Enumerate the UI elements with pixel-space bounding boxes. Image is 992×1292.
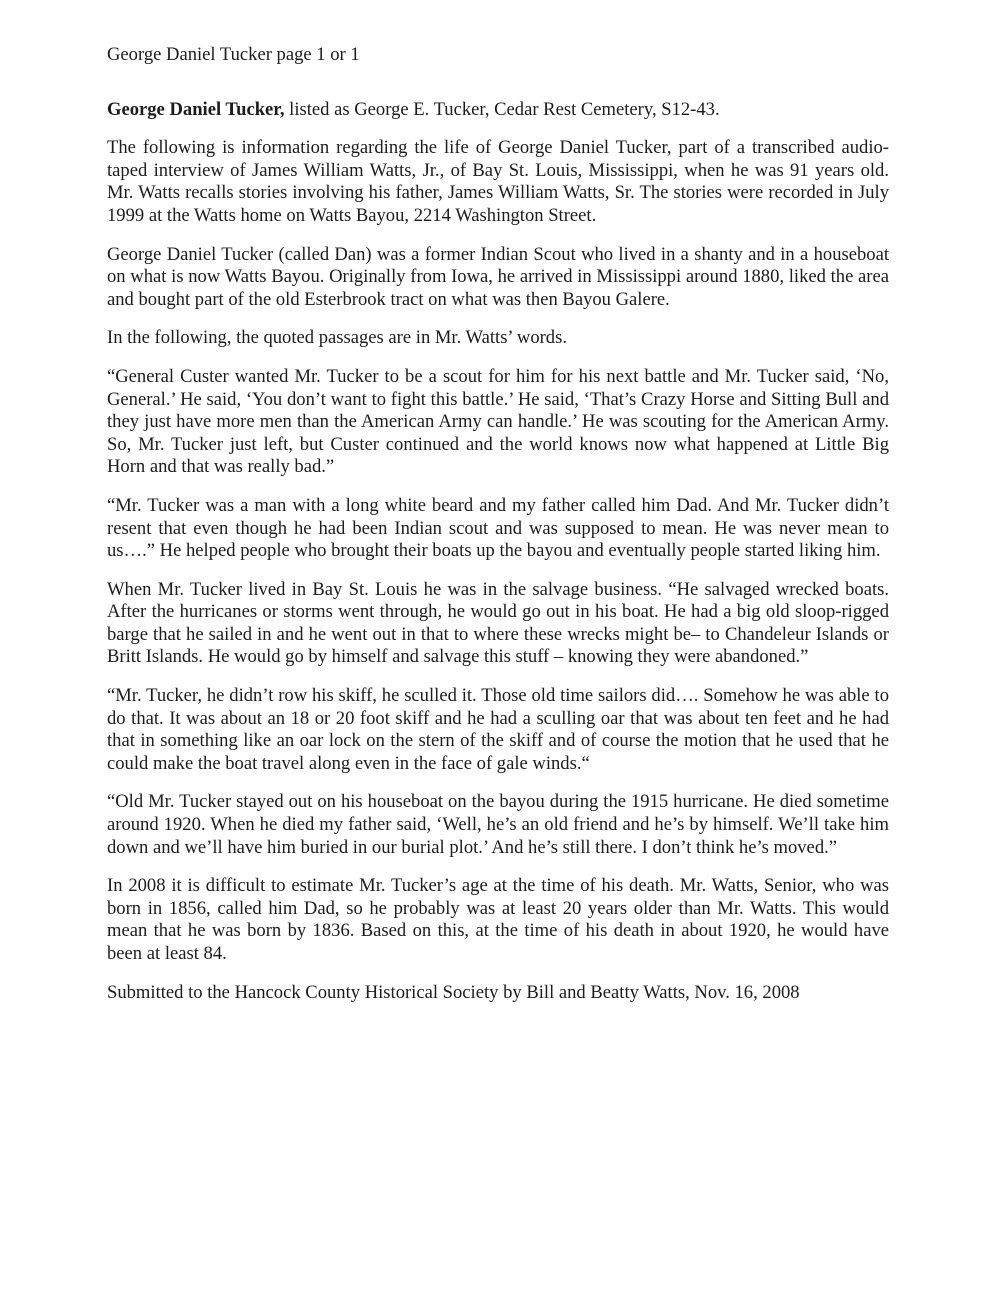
intro-paragraph [107,99,889,122]
paragraph-skiff: “Mr. Tucker, he didn’t row his skiff, he sculled it. Those old time sailors did…. Somehow he was able to do that. It was about an 18 or 20 foot skiff and he had a sculling oar that was about ten feet and he had that in something like an oar lock on the stern of the skiff and of course the motion that he used that he could make the boat travel along even in the face of gale winds.“ [107,685,889,774]
paragraph-white-beard: “Mr. Tucker was a man with a long white beard and my father called him Dad. And Mr. Tucker didn’t resent that even though he had been Indian scout and was supposed to mean. He was never mean to us….” He helped people who brought their boats up the bayou and eventually people started liking him. [107,494,889,562]
paragraph-salvage-business: When Mr. Tucker lived in Bay St. Louis he was in the salvage business. “He salvaged wrecked boats. After the hurricanes or storms went through, he would go out in his boat. He had a big old sloop-rigged barge that he sailed in and he went out in that to where these wrecks might be– to Chandeleur Islands or Britt Islands. He would go by himself and salvage this stuff – knowing they were abandoned.” [107,578,889,668]
submission-credit: Submitted to the Hancock County Historical Society by Bill and Beatty Watts, Nov. 16, 2008 [107,981,800,1003]
paragraph-custer-story: “General Custer wanted Mr. Tucker to be a scout for him for his next battle and Mr. Tucker said, ‘No, General.’ He said, ‘You don’t want to fight this battle.’ He said, ‘That’s Crazy Horse and Sitting Bull and they just have more men than the American Army can handle.’ He was scouting for the American Army. So, Mr. Tucker just left, but Custer continued and the world knows now what happened at Little Big Horn and that was really bad.” [107,365,889,478]
subject-name: George Daniel Tucker, [107,98,285,120]
paragraph-quote-note: In the following, the quoted passages are in Mr. Watts’ words. [107,327,567,349]
paragraph-background: George Daniel Tucker (called Dan) was a former Indian Scout who lived in a shanty and in a houseboat on what is now Watts Bayou. Originally from Iowa, he arrived in Mississippi around 1880, liked the area and bought part of the old Esterbrook tract on what was then Bayou Galere. [107,243,889,310]
paragraph-interview-source: The following is information regarding the life of George Daniel Tucker, part of a transcribed audio-taped interview of James William Watts, Jr., of Bay St. Louis, Mississippi, when he was 91 years old. Mr. Watts recalls stories involving his father, James William Watts, Sr. The stories were recorded in July 1999 at the Watts home on Watts Bayou, 2214 Washington Street. [107,137,889,226]
document-page [107,44,889,1020]
paragraph-1915-hurricane: “Old Mr. Tucker stayed out on his houseboat on the bayou during the 1915 hurricane. He died sometime around 1920. When he died my father said, ‘Well, he’s an old friend and he’s by himself. We’ll take him down and we’ll have him buried in our burial plot.’ And he’s still there. I don’t think he’s moved.” [107,791,889,858]
paragraph-age-estimate: In 2008 it is difficult to estimate Mr. Tucker’s age at the time of his death. Mr. Watts, Senior, who was born in 1856, called him Dad, so he probably was at least 20 years older than Mr. Watts. This would mean that he was born by 1836. Based on this, at the time of his death in about 1920, he would have been at least 84. [107,875,889,964]
intro-text: listed as George E. Tucker, Cedar Rest Cemetery, S12-43. [284,98,720,120]
page-header: George Daniel Tucker page 1 or 1 [107,44,360,65]
